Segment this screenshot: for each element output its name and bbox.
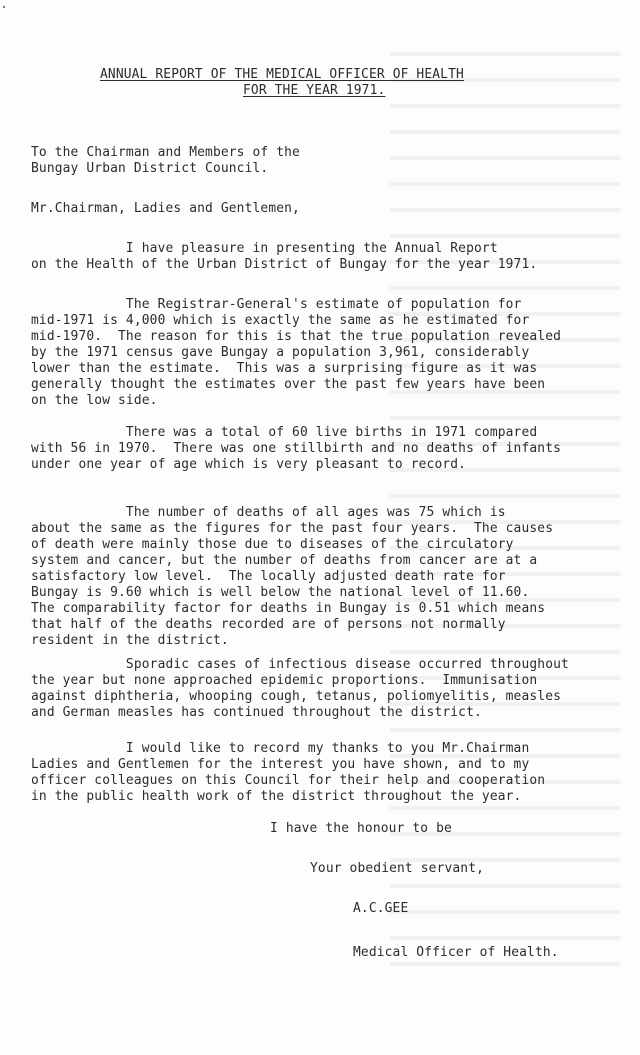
paragraph-2-line: on the low side. xyxy=(31,393,158,408)
paragraph-6-line: in the public health work of the district throughout the year. xyxy=(31,789,522,804)
paragraph-3-line: under one year of age which is very pleasant to record. xyxy=(31,457,467,472)
paragraph-1-line: I have pleasure in presenting the Annual Report xyxy=(31,241,498,256)
report-title-line2: FOR THE YEAR 1971. xyxy=(243,83,386,98)
paragraph-4-line: system and cancer, but the number of deaths from cancer are at a xyxy=(31,553,538,568)
paragraph-4-line: that half of the deaths recorded are of persons not normally xyxy=(31,617,506,632)
paragraph-6-line: Ladies and Gentlemen for the interest you have shown, and to my xyxy=(31,757,530,772)
paragraph-4-line: The comparability factor for deaths in Bungay is 0.51 which means xyxy=(31,601,546,616)
signature-name: A.C.GEE xyxy=(353,901,409,916)
corner-speck xyxy=(3,6,5,8)
paragraph-4-line: about the same as the figures for the past four years. The causes xyxy=(31,521,554,536)
address-line2: Bungay Urban District Council. xyxy=(31,161,269,176)
paragraph-5-line: Sporadic cases of infectious disease occurred throughout xyxy=(31,657,569,672)
paragraph-2-line: The Registrar-General's estimate of population for xyxy=(31,297,522,312)
paragraph-5-line: the year but none approached epidemic proportions. Immunisation xyxy=(31,673,538,688)
paragraph-2-line: mid-1971 is 4,000 which is exactly the same as he estimated for xyxy=(31,313,530,328)
paragraph-2-line: lower than the estimate. This was a surprising figure as it was xyxy=(31,361,538,376)
address-line1: To the Chairman and Members of the xyxy=(31,145,300,160)
paragraph-6-line: officer colleagues on this Council for their help and cooperation xyxy=(31,773,546,788)
paragraph-4-line: Bungay is 9.60 which is well below the national level of 11.60. xyxy=(31,585,530,600)
paragraph-4-line: of death were mainly those due to diseases of the circulatory xyxy=(31,537,514,552)
paragraph-6-line: I would like to record my thanks to you Mr.Chairman xyxy=(31,741,530,756)
paragraph-4-line: The number of deaths of all ages was 75 which is xyxy=(31,505,506,520)
paragraph-3-line: with 56 in 1970. There was one stillbirth and no deaths of infants xyxy=(31,441,562,456)
paragraph-2-line: by the 1971 census gave Bungay a population 3,961, considerably xyxy=(31,345,530,360)
paragraph-5-line: against diphtheria, whooping cough, tetanus, poliomyelitis, measles xyxy=(31,689,562,704)
paragraph-5-line: and German measles has continued throughout the district. xyxy=(31,705,482,720)
paragraph-2-line: generally thought the estimates over the past few years have been xyxy=(31,377,546,392)
salutation: Mr.Chairman, Ladies and Gentlemen, xyxy=(31,201,300,216)
closing-servant: Your obedient servant, xyxy=(310,861,485,876)
paragraph-4-line: satisfactory low level. The locally adjusted death rate for xyxy=(31,569,506,584)
paragraph-3-line: There was a total of 60 live births in 1971 compared xyxy=(31,425,538,440)
paragraph-1-line: on the Health of the Urban District of Bungay for the year 1971. xyxy=(31,257,538,272)
signature-position: Medical Officer of Health. xyxy=(353,945,559,960)
closing-honour: I have the honour to be xyxy=(270,821,452,836)
paragraph-4-line: resident in the district. xyxy=(31,633,229,648)
report-title-line1: ANNUAL REPORT OF THE MEDICAL OFFICER OF HEALTH xyxy=(100,67,464,82)
paragraph-2-line: mid-1970. The reason for this is that the true population revealed xyxy=(31,329,562,344)
